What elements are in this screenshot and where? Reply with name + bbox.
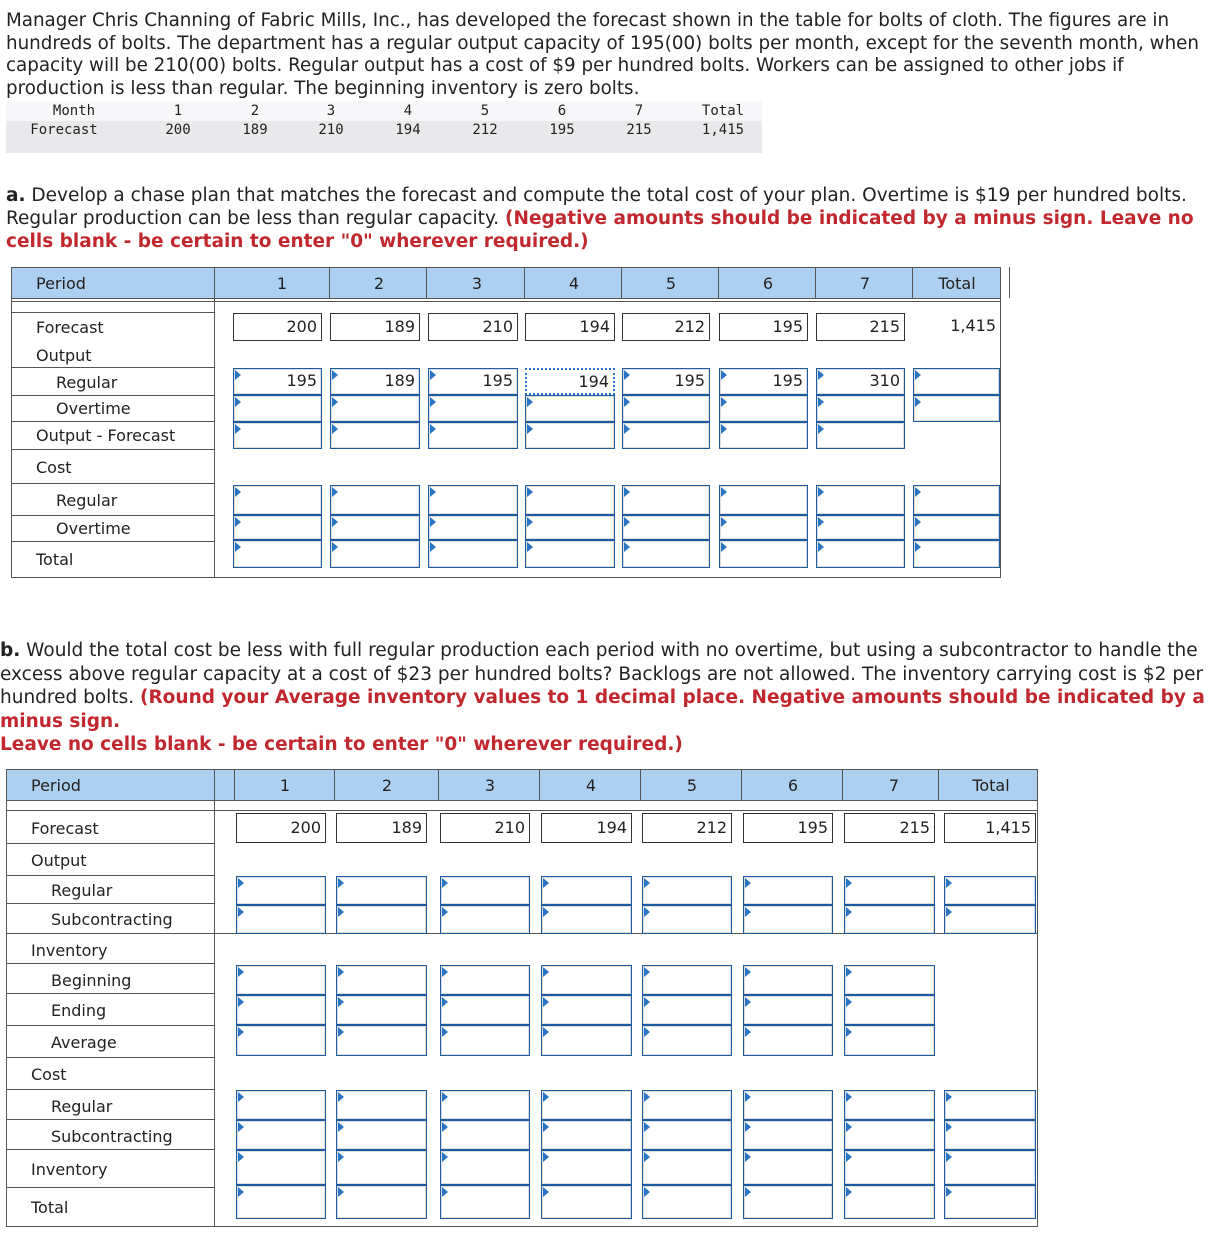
inventory-beginning-input-2[interactable] xyxy=(336,965,427,995)
forecast-value-4: 194 xyxy=(395,122,421,138)
row-b-label-subcontracting: Subcontracting xyxy=(51,910,173,929)
forecast-month-1: 1 xyxy=(173,103,183,119)
forecast-month-5: 5 xyxy=(480,103,490,119)
cost-total-input-7[interactable] xyxy=(816,540,905,568)
period-4-header: 4 xyxy=(568,274,580,293)
cost-regular-input-4[interactable] xyxy=(525,485,615,515)
cost-b-inventory-input-6[interactable] xyxy=(743,1150,833,1185)
regular-output-input-8[interactable] xyxy=(913,368,1000,395)
cost-regular-input-1[interactable] xyxy=(233,485,322,515)
overtime-input-2[interactable] xyxy=(330,395,420,422)
cost-b-regular-input-3[interactable] xyxy=(440,1090,530,1120)
table-a-header-divider xyxy=(621,267,622,298)
cost-regular-input-2[interactable] xyxy=(330,485,420,515)
cost-b-total-input-5[interactable] xyxy=(642,1185,732,1219)
row-b-label-cost-subcontracting: Subcontracting xyxy=(51,1127,173,1146)
forecast-cell-7: 215 xyxy=(816,313,905,341)
month-label: Month xyxy=(52,103,96,119)
subcontract-input-6[interactable] xyxy=(743,905,833,934)
table-a-border-right xyxy=(1000,267,1001,578)
table-b-row-rule xyxy=(6,1187,215,1188)
cost-b-regular-input-8[interactable] xyxy=(944,1090,1036,1120)
regular-output-input-6[interactable]: 195 xyxy=(719,368,808,395)
forecast-month-8: Total xyxy=(701,103,745,119)
inventory-beginning-input-3[interactable] xyxy=(440,965,530,995)
period-3-header: 3 xyxy=(471,274,483,293)
row-label-forecast: Forecast xyxy=(36,318,104,337)
table-b-border-right xyxy=(1037,769,1038,1227)
overtime-input-1[interactable] xyxy=(233,395,322,422)
cost-overtime-input-4[interactable] xyxy=(525,515,615,540)
subcontract-input-3[interactable] xyxy=(440,905,530,934)
forecast-value-6: 195 xyxy=(549,122,575,138)
inventory-ending-input-7[interactable] xyxy=(844,995,935,1025)
table-b-header-divider xyxy=(842,769,843,800)
table-a-row-rule xyxy=(11,541,215,542)
row-b-label-average: Average xyxy=(51,1033,117,1052)
period-b-2-header: 2 xyxy=(381,776,393,795)
forecast-b-cell-3: 210 xyxy=(440,813,530,843)
table-a-header-divider xyxy=(718,267,719,298)
table-a-header-divider xyxy=(329,267,330,298)
regular-output-input-4[interactable]: 194 xyxy=(525,368,615,395)
row-b-label-inventory: Inventory xyxy=(31,941,108,960)
table-a-header-divider xyxy=(426,267,427,298)
output-minus-forecast-input-7[interactable] xyxy=(816,422,905,449)
table-b-header-divider xyxy=(539,769,540,800)
inventory-beginning-input-1[interactable] xyxy=(236,965,326,995)
inventory-ending-input-4[interactable] xyxy=(541,995,632,1025)
forecast-value-3: 210 xyxy=(318,122,344,138)
cost-b-regular-input-5[interactable] xyxy=(642,1090,732,1120)
subcontract-input-8[interactable] xyxy=(944,905,1036,934)
cost-b-total-input-2[interactable] xyxy=(336,1185,427,1219)
row-label-output: Output xyxy=(36,346,92,365)
part-a-text: Develop a chase plan that matches the forecast and compute the total cost of your plan. Overtime is $19 per hundred bolts. Regular production can be less than regular capacity. xyxy=(6,185,1187,229)
inventory-beginning-input-6[interactable] xyxy=(743,965,833,995)
cost-total-input-1[interactable] xyxy=(233,540,322,568)
row-b-label-ending: Ending xyxy=(51,1001,107,1020)
period-b-1-header: 1 xyxy=(279,776,291,795)
cost-b-regular-input-7[interactable] xyxy=(844,1090,935,1120)
regular-b-input-1[interactable] xyxy=(236,876,326,905)
table-a-header-divider xyxy=(912,267,913,298)
period-8-header: Total xyxy=(938,274,976,293)
row-label-cost-overtime: Overtime xyxy=(56,519,131,538)
subcontract-input-7[interactable] xyxy=(844,905,935,934)
forecast-table xyxy=(6,101,762,153)
table-a-header-divider xyxy=(1009,267,1010,298)
table-a-border-bottom xyxy=(11,577,1001,578)
cost-b-inventory-input-7[interactable] xyxy=(844,1150,935,1185)
inventory-average-input-5[interactable] xyxy=(642,1025,732,1056)
regular-b-input-6[interactable] xyxy=(743,876,833,905)
cost-b-total-input-6[interactable] xyxy=(743,1185,833,1219)
forecast-month-7: 7 xyxy=(634,103,644,119)
inventory-average-input-6[interactable] xyxy=(743,1025,833,1056)
output-minus-forecast-input-3[interactable] xyxy=(428,422,518,449)
cost-b-total-input-7[interactable] xyxy=(844,1185,935,1219)
table-a-header-divider xyxy=(815,267,816,298)
cost-b-total-input-3[interactable] xyxy=(440,1185,530,1219)
cost-b-regular-input-4[interactable] xyxy=(541,1090,632,1120)
forecast-b-cell-2: 189 xyxy=(336,813,427,843)
forecast-b-cell-8: 1,415 xyxy=(944,813,1036,843)
table-a-header-divider xyxy=(524,267,525,298)
cost-total-input-6[interactable] xyxy=(719,540,808,568)
table-b-row-rule xyxy=(6,933,215,934)
cost-overtime-input-6[interactable] xyxy=(719,515,808,540)
forecast-cell-3: 210 xyxy=(428,313,518,341)
table-b-row-rule xyxy=(6,875,215,876)
forecast-cell-4: 194 xyxy=(525,313,615,341)
forecast-month-2: 2 xyxy=(250,103,260,119)
forecast-cell-2: 189 xyxy=(330,313,420,341)
regular-b-input-2[interactable] xyxy=(336,876,427,905)
forecast-b-cell-6: 195 xyxy=(743,813,833,843)
regular-output-input-2[interactable]: 189 xyxy=(330,368,420,395)
problem-intro: Manager Chris Channing of Fabric Mills, Inc., has developed the forecast shown in the table for bolts of cloth. The figures are in hundreds of bolts. The department has a regular output capacity of 195(00) bolts per month, except for the seventh month, when capacity will be 210(00) bolts. Regular output has a cost of $9 per hundred bolts. Workers can be assigned to other jobs if production is less than regular. The beginning inventory is zero bolts. xyxy=(6,10,1200,99)
row-b-label-forecast: Forecast xyxy=(31,819,99,838)
cost-overtime-input-5[interactable] xyxy=(622,515,710,540)
part-b-instruction: (Round your Average inventory values to 1 decimal place. Negative amounts should be indicated by a minus sign. Leave no cells blank - be certain to enter "0" wherever required.) xyxy=(0,687,1205,755)
table-a-header-rule-2 xyxy=(11,301,1001,302)
forecast-cell-6: 195 xyxy=(719,313,808,341)
part-a-question xyxy=(6,184,1218,253)
table-a-row-rule xyxy=(11,449,215,450)
cost-regular-input-7[interactable] xyxy=(816,485,905,515)
cost-b-inventory-input-1[interactable] xyxy=(236,1150,326,1185)
period-7-header: 7 xyxy=(859,274,871,293)
cost-overtime-input-3[interactable] xyxy=(428,515,518,540)
row-label-total: Total xyxy=(36,550,74,569)
inventory-average-input-4[interactable] xyxy=(541,1025,632,1056)
subcontract-plan-table xyxy=(6,769,1038,1227)
cost-overtime-input-2[interactable] xyxy=(330,515,420,540)
table-b-header-divider xyxy=(334,769,335,800)
period-b-4-header: 4 xyxy=(585,776,597,795)
cost-b-subcontract-input-3[interactable] xyxy=(440,1120,530,1150)
forecast-value-8: 1,415 xyxy=(701,122,745,138)
cost-b-subcontract-input-8[interactable] xyxy=(944,1120,1036,1150)
cost-overtime-input-7[interactable] xyxy=(816,515,905,540)
inventory-ending-input-3[interactable] xyxy=(440,995,530,1025)
inventory-average-input-3[interactable] xyxy=(440,1025,530,1056)
row-b-label-total: Total xyxy=(31,1198,69,1217)
part-a-lead: a. xyxy=(6,185,26,206)
forecast-value-1: 200 xyxy=(165,122,191,138)
forecast-cell-5: 212 xyxy=(622,313,710,341)
cost-b-regular-input-6[interactable] xyxy=(743,1090,833,1120)
overtime-input-8[interactable] xyxy=(913,395,1000,422)
table-b-label-divider xyxy=(214,769,215,1227)
cost-b-inventory-input-3[interactable] xyxy=(440,1150,530,1185)
table-b-header-divider xyxy=(438,769,439,800)
table-b-row-rule xyxy=(6,1149,215,1150)
row-b-label-regular: Regular xyxy=(51,881,113,900)
table-b-row-rule xyxy=(6,1089,215,1090)
table-b-row-rule xyxy=(6,993,215,994)
cost-b-subcontract-input-6[interactable] xyxy=(743,1120,833,1150)
inventory-average-input-1[interactable] xyxy=(236,1025,326,1056)
row-label-output-minus-forecast: Output - Forecast xyxy=(36,426,176,445)
inventory-ending-input-6[interactable] xyxy=(743,995,833,1025)
cost-b-inventory-input-8[interactable] xyxy=(944,1150,1036,1185)
subcontract-input-1[interactable] xyxy=(236,905,326,934)
cost-b-subcontract-input-4[interactable] xyxy=(541,1120,632,1150)
cost-total-input-2[interactable] xyxy=(330,540,420,568)
cost-regular-input-3[interactable] xyxy=(428,485,518,515)
cost-b-inventory-input-5[interactable] xyxy=(642,1150,732,1185)
inventory-beginning-input-7[interactable] xyxy=(844,965,935,995)
row-label-cost: Cost xyxy=(36,458,72,477)
overtime-input-6[interactable] xyxy=(719,395,808,422)
row-label-regular: Regular xyxy=(56,373,118,392)
overtime-input-5[interactable] xyxy=(622,395,710,422)
chase-plan-table xyxy=(11,267,1001,578)
inventory-average-input-7[interactable] xyxy=(844,1025,935,1056)
table-a-row-rule xyxy=(11,367,215,368)
inventory-average-input-2[interactable] xyxy=(336,1025,427,1056)
row-b-label-cost: Cost xyxy=(31,1065,67,1084)
table-b-header-divider xyxy=(234,769,235,800)
row-b-label-cost-inventory: Inventory xyxy=(31,1160,108,1179)
part-b-question xyxy=(0,639,1221,757)
regular-b-input-3[interactable] xyxy=(440,876,530,905)
forecast-month-4: 4 xyxy=(403,103,413,119)
forecast-label: Forecast xyxy=(30,122,98,138)
forecast-value-7: 215 xyxy=(626,122,652,138)
overtime-input-7[interactable] xyxy=(816,395,905,422)
regular-b-input-5[interactable] xyxy=(642,876,732,905)
regular-b-input-4[interactable] xyxy=(541,876,632,905)
inventory-ending-input-1[interactable] xyxy=(236,995,326,1025)
table-b-header-divider xyxy=(640,769,641,800)
table-b-header-divider xyxy=(938,769,939,800)
cost-total-input-8[interactable] xyxy=(913,540,1000,568)
cost-overtime-input-8[interactable] xyxy=(913,515,1000,540)
cost-overtime-input-1[interactable] xyxy=(233,515,322,540)
part-b-lead: b. xyxy=(0,640,21,661)
forecast-month-3: 3 xyxy=(326,103,336,119)
cost-b-inventory-input-4[interactable] xyxy=(541,1150,632,1185)
table-a-header-rule xyxy=(11,298,1001,299)
inventory-ending-input-5[interactable] xyxy=(642,995,732,1025)
table-b-row-rule xyxy=(6,1025,215,1026)
table-b-header-rule xyxy=(6,800,1038,801)
forecast-cell-1: 200 xyxy=(233,313,322,341)
cost-b-total-input-1[interactable] xyxy=(236,1185,326,1219)
row-b-label-beginning: Beginning xyxy=(51,971,132,990)
table-b-row-rule xyxy=(6,1119,215,1120)
cost-b-regular-input-1[interactable] xyxy=(236,1090,326,1120)
table-b-border-left xyxy=(6,769,7,1227)
cost-b-subcontract-input-1[interactable] xyxy=(236,1120,326,1150)
cost-regular-input-8[interactable] xyxy=(913,485,1000,515)
forecast-value-5: 212 xyxy=(472,122,498,138)
row-label-overtime: Overtime xyxy=(56,399,131,418)
output-minus-forecast-input-1[interactable] xyxy=(233,422,322,449)
forecast-value-2: 189 xyxy=(242,122,268,138)
output-minus-forecast-input-4[interactable] xyxy=(525,422,615,449)
period-b-8-header: Total xyxy=(972,776,1010,795)
table-a-label-divider xyxy=(214,267,215,578)
row-b-label-output: Output xyxy=(31,851,87,870)
forecast-b-cell-1: 200 xyxy=(236,813,326,843)
cost-regular-input-6[interactable] xyxy=(719,485,808,515)
cost-b-subcontract-input-7[interactable] xyxy=(844,1120,935,1150)
table-b-border-bottom xyxy=(6,1226,1038,1227)
table-a-row-rule xyxy=(11,395,215,396)
regular-output-input-7[interactable]: 310 xyxy=(816,368,905,395)
table-a-border-left xyxy=(11,267,12,578)
table-a-row-rule xyxy=(11,312,215,313)
table-b-header-divider xyxy=(741,769,742,800)
table-a-row-rule xyxy=(11,421,215,422)
cost-b-subcontract-input-2[interactable] xyxy=(336,1120,427,1150)
output-minus-forecast-input-2[interactable] xyxy=(330,422,420,449)
regular-output-input-3[interactable]: 195 xyxy=(428,368,518,395)
forecast-b-cell-5: 212 xyxy=(642,813,732,843)
cost-total-input-4[interactable] xyxy=(525,540,615,568)
subcontract-input-4[interactable] xyxy=(541,905,632,934)
period-b-7-header: 7 xyxy=(888,776,900,795)
subcontract-input-5[interactable] xyxy=(642,905,732,934)
part-b-text: Would the total cost be less with full regular production each period with no overtime, but using a subcontractor to handle the excess above regular capacity at a cost of $23 per hundred bolts? Backlogs are not allowed. The inventory carrying cost is $2 per hundred bolts. xyxy=(0,640,1204,708)
cost-total-input-5[interactable] xyxy=(622,540,710,568)
forecast-b-cell-4: 194 xyxy=(541,813,632,843)
part-a-instruction: (Negative amounts should be indicated by a minus sign. Leave no cells blank - be certain to enter "0" wherever required.) xyxy=(6,208,1194,252)
period-2-header: 2 xyxy=(373,274,385,293)
regular-output-input-1[interactable]: 195 xyxy=(233,368,322,395)
overtime-input-3[interactable] xyxy=(428,395,518,422)
cost-b-subcontract-input-5[interactable] xyxy=(642,1120,732,1150)
regular-b-input-7[interactable] xyxy=(844,876,935,905)
table-b-row-rule xyxy=(6,1057,215,1058)
cost-b-total-input-8[interactable] xyxy=(944,1185,1036,1219)
inventory-beginning-input-5[interactable] xyxy=(642,965,732,995)
regular-b-input-8[interactable] xyxy=(944,876,1036,905)
inventory-ending-input-2[interactable] xyxy=(336,995,427,1025)
forecast-cell-total: 1,415 xyxy=(913,313,1000,341)
period-header-b: Period xyxy=(31,776,81,795)
row-label-cost-regular: Regular xyxy=(56,491,118,510)
table-b-header-rule-2 xyxy=(6,810,1038,811)
period-5-header: 5 xyxy=(665,274,677,293)
output-minus-forecast-input-6[interactable] xyxy=(719,422,808,449)
overtime-input-4[interactable] xyxy=(525,395,615,422)
period-b-5-header: 5 xyxy=(686,776,698,795)
period-header[interactable]: Period xyxy=(36,274,86,293)
cost-b-inventory-input-2[interactable] xyxy=(336,1150,427,1185)
period-b-3-header: 3 xyxy=(484,776,496,795)
regular-output-input-5[interactable]: 195 xyxy=(622,368,710,395)
period-1-header: 1 xyxy=(276,274,288,293)
table-b-row-rule xyxy=(6,903,215,904)
cost-regular-input-5[interactable] xyxy=(622,485,710,515)
period-6-header: 6 xyxy=(762,274,774,293)
row-b-label-cost-regular: Regular xyxy=(51,1097,113,1116)
output-minus-forecast-input-5[interactable] xyxy=(622,422,710,449)
cost-total-input-3[interactable] xyxy=(428,540,518,568)
table-b-row-rule xyxy=(6,963,215,964)
cost-b-total-input-4[interactable] xyxy=(541,1185,632,1219)
period-b-6-header: 6 xyxy=(787,776,799,795)
subcontract-input-2[interactable] xyxy=(336,905,427,934)
cost-b-regular-input-2[interactable] xyxy=(336,1090,427,1120)
inventory-beginning-input-4[interactable] xyxy=(541,965,632,995)
table-b-row-rule xyxy=(6,843,215,844)
table-a-row-rule xyxy=(11,515,215,516)
forecast-month-6: 6 xyxy=(557,103,567,119)
forecast-b-cell-7: 215 xyxy=(844,813,935,843)
table-a-row-rule xyxy=(11,483,215,484)
